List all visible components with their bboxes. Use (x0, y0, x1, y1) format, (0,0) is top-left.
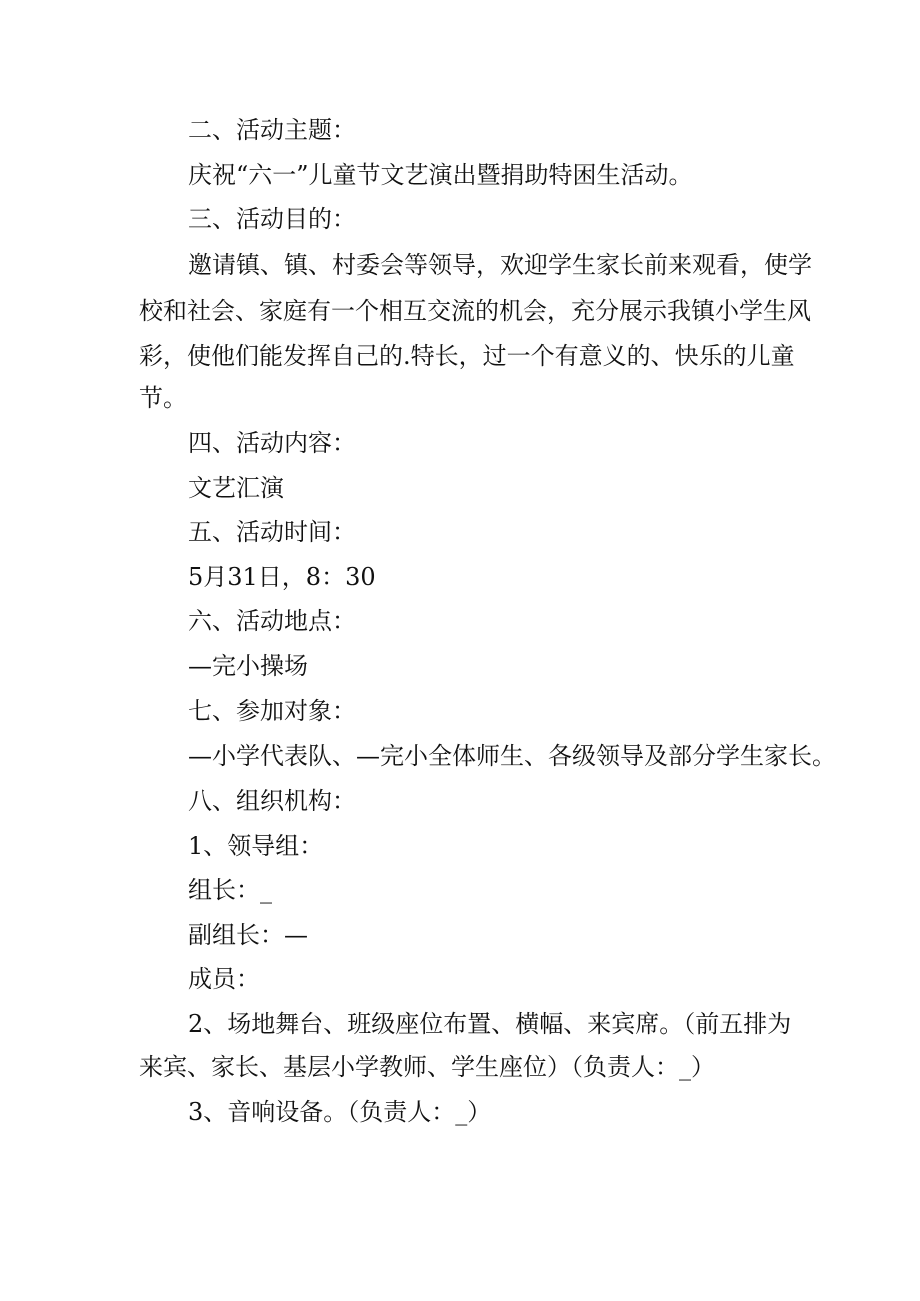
paragraph-line: 彩，使他们能发挥自己的.特长，过一个有意义的、快乐的儿童 (139, 342, 795, 370)
paragraph-line: 5月31日，8：30 (188, 563, 376, 591)
paragraph-line: 文艺汇演 (188, 474, 284, 502)
list-item: 2、场地舞台、班级座位布置、横幅、来宾席。（前五排为 (188, 1010, 792, 1038)
list-item: 3、音响设备。（负责人：_） (188, 1098, 492, 1126)
heading-activity-theme: 二、活动主题： (188, 116, 356, 144)
heading-activity-purpose: 三、活动目的： (188, 205, 356, 233)
heading-participants: 七、参加对象： (188, 697, 356, 725)
heading-organization: 八、组织机构： (188, 787, 356, 815)
paragraph-line: —完小操场 (188, 652, 308, 680)
paragraph-line: 邀请镇、镇、村委会等领导，欢迎学生家长前来观看，使学 (188, 251, 812, 279)
paragraph-line: 节。 (139, 384, 187, 412)
heading-activity-content: 四、活动内容： (188, 429, 356, 457)
list-item: 副组长：— (188, 921, 308, 949)
heading-activity-time: 五、活动时间： (188, 518, 356, 546)
list-item: 组长：_ (188, 876, 272, 904)
paragraph-line: 庆祝“六一”儿童节文艺演出暨捐助特困生活动。 (188, 161, 693, 189)
list-item: 1、领导组： (188, 832, 324, 860)
heading-activity-location: 六、活动地点： (188, 607, 356, 635)
paragraph-line: 校和社会、家庭有一个相互交流的机会，充分展示我镇小学生风 (139, 297, 811, 325)
paragraph-line: —小学代表队、—完小全体师生、各级领导及部分学生家长。 (188, 742, 836, 770)
paragraph-line: 来宾、家长、基层小学教师、学生座位）（负责人：_） (139, 1053, 715, 1081)
list-item: 成员： (188, 965, 260, 993)
